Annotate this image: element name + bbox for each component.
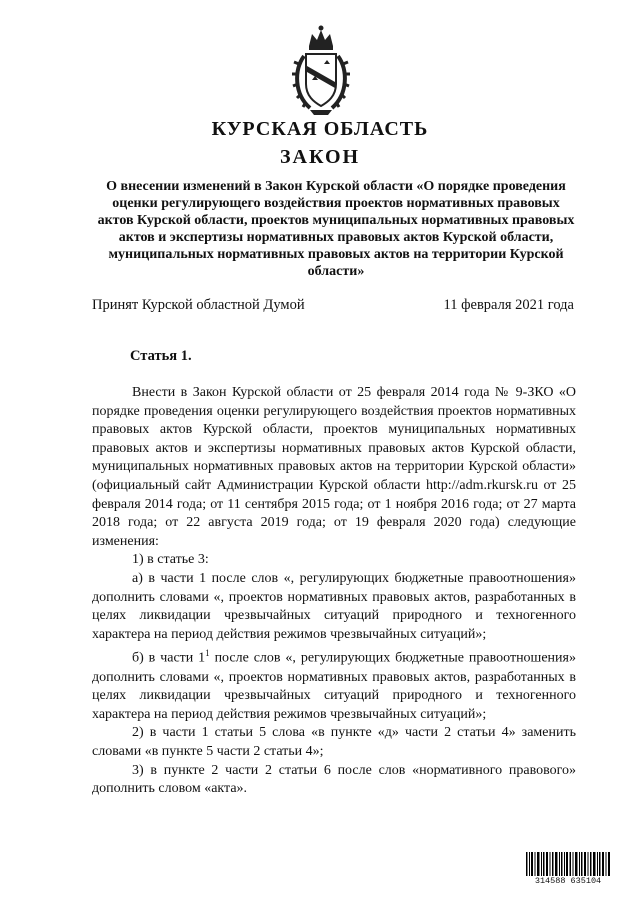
- paragraph: 2) в части 1 статьи 5 слова «в пункте «д» части 2 статьи 4» заменить словами «в пункте 5 части 2 статьи 4»;: [92, 725, 576, 759]
- document-type: ЗАКОН: [279, 146, 361, 168]
- law-title: О внесении изменений в Закон Курской области «О порядке проведения оценки регулирующего воздействия проектов нормативных правовых актов Курской области, проектов муниципальных нормативных правовых актов и экспертизы нормативных правовых актов Курской области, муниципальных нормативных правовых актов на территории Курской области»: [97, 179, 575, 279]
- article-body: [92, 384, 576, 799]
- adopted-by: Принят Курской областной Думой: [92, 297, 305, 313]
- barcode: [526, 852, 610, 886]
- paragraph: Внести в Закон Курской области от 25 февраля 2014 года № 9-ЗКО «О порядке проведения оценки регулирующего воздействия проектов нормативных правовых актов Курской области, проектов муниципальных нормативных правовых актов и экспертизы нормативных правовых актов Курской области, муниципальных нормативных правовых актов на территории Курской области» (официальный сайт Администрации Курской области http://adm.rkursk.ru от 25 февраля 2014 года; от 11 сентября 2015 года; от 1 ноября 2016 года; от 27 марта 2018 года; от 22 августа 2019 года; от 19 февраля 2020 года) следующие изменения:: [92, 385, 576, 549]
- region-title: КУРСКАЯ ОБЛАСТЬ: [211, 118, 429, 140]
- paragraph: [92, 644, 576, 724]
- paragraph: 1) в статье 3:: [132, 552, 209, 568]
- barcode-number: 314588 635104: [534, 876, 602, 886]
- superscript: 1: [205, 648, 210, 659]
- paragraph: а) в части 1 после слов «, регулирующих бюджетные правоотношения» дополнить словами «, проектов нормативных правовых актов, разработанных в целях ликвидации чрезвычайных ситуаций природного и техногенного характера на период действия режимов чрезвычайных ситуаций»;: [92, 570, 576, 642]
- paragraph-text: после слов «, регулирующих бюджетные правоотношения» дополнить словами «, проектов нормативных правовых актов, разработанных в целях ликвидации чрезвычайных ситуаций природного и техногенного характера на период действия режимов чрезвычайных ситуаций»;: [92, 650, 576, 722]
- paragraph: 3) в пункте 2 части 2 статьи 6 после слов «нормативного правового» дополнить словом «акта».: [92, 762, 576, 797]
- coat-of-arms-icon: [290, 22, 352, 118]
- article-heading: Статья 1.: [130, 348, 192, 364]
- paragraph-text: б) в части 1: [132, 650, 206, 666]
- barcode-bars-icon: [526, 852, 610, 876]
- adoption-date: 11 февраля 2021 года: [443, 297, 574, 313]
